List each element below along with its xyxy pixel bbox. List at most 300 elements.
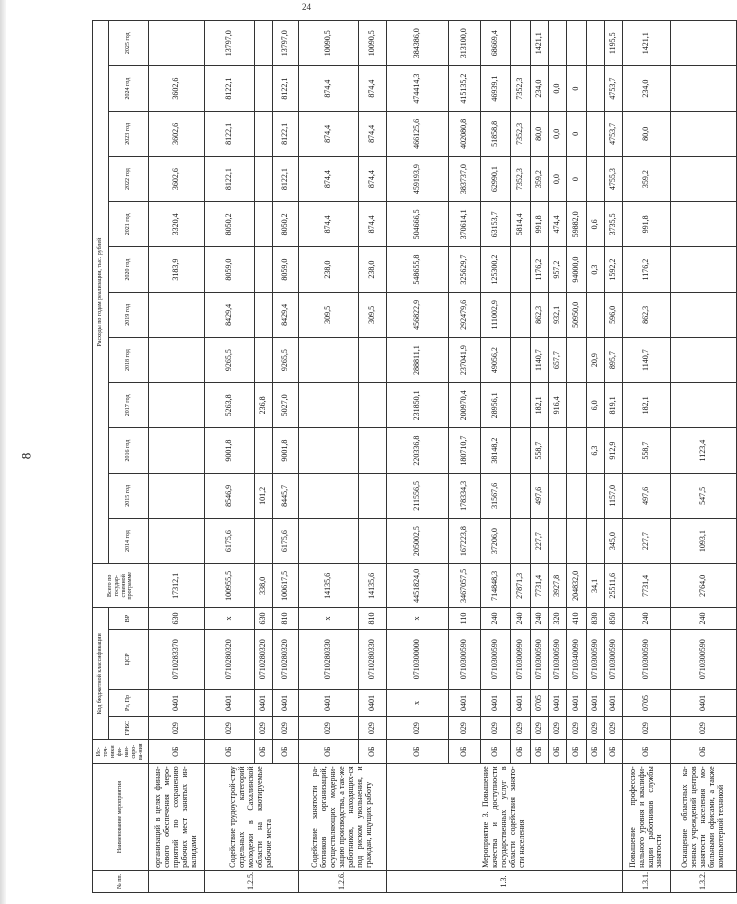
- year-value-cell: 8122,1: [205, 66, 255, 111]
- year-value-cell: 459193,9: [387, 156, 449, 201]
- year-value-cell: 8050,2: [205, 202, 255, 247]
- year-value-cell: [511, 247, 531, 292]
- year-value-cell: 309,5: [359, 292, 387, 337]
- table-row: [671, 21, 737, 893]
- year-value-cell: [511, 292, 531, 337]
- year-value-cell: 1176,2: [531, 247, 549, 292]
- item-number: 1.2.5.: [205, 870, 299, 892]
- item-number: 1.3.1.: [623, 870, 671, 892]
- grbs-cell: 029: [449, 717, 481, 740]
- year-value-cell: [587, 21, 605, 66]
- rzpr-cell: 0401: [299, 689, 359, 716]
- year-value-cell: 0,0: [549, 66, 567, 111]
- year-value-cell: [671, 337, 737, 382]
- year-value-cell: 309,5: [299, 292, 359, 337]
- year-value-cell: 220336,8: [387, 428, 449, 473]
- header-year: 2018 год: [109, 337, 149, 382]
- year-value-cell: 205002,5: [387, 518, 449, 563]
- year-value-cell: 227,7: [623, 518, 671, 563]
- csr-cell: 0710300590: [531, 629, 549, 689]
- year-value-cell: 8122,1: [273, 156, 299, 201]
- header-rzpr: Рз, Пр: [109, 689, 149, 716]
- csr-cell: 0710300590: [671, 629, 737, 689]
- total-cell: 100617,5: [273, 564, 299, 608]
- year-value-cell: 895,7: [605, 337, 623, 382]
- total-cell: 34,1: [587, 564, 605, 608]
- total-cell: 4451824,0: [387, 564, 449, 608]
- year-value-cell: [255, 247, 273, 292]
- source-cell: ОБ: [567, 740, 587, 764]
- year-value-cell: [567, 518, 587, 563]
- year-value-cell: 359,2: [531, 156, 549, 201]
- vr-cell: 110: [449, 608, 481, 629]
- year-value-cell: 456822,9: [387, 292, 449, 337]
- grbs-cell: 029: [359, 717, 387, 740]
- grbs-cell: 029: [623, 717, 671, 740]
- header-year: 2024 год: [109, 66, 149, 111]
- year-value-cell: 3602,6: [149, 111, 205, 156]
- year-value-cell: 8122,1: [205, 111, 255, 156]
- year-value-cell: [671, 21, 737, 66]
- year-value-cell: [359, 473, 387, 518]
- csr-cell: 0710340090: [567, 629, 587, 689]
- table-row: [299, 21, 359, 893]
- year-value-cell: [299, 383, 359, 428]
- csr-cell: 0710280320: [273, 629, 299, 689]
- rzpr-cell: 0401: [149, 689, 205, 716]
- header-year: 2022 год: [109, 156, 149, 201]
- year-value-cell: 0,3: [587, 247, 605, 292]
- year-value-cell: 80,0: [531, 111, 549, 156]
- csr-cell: 0710280320: [255, 629, 273, 689]
- header-num: № пп.: [93, 870, 149, 892]
- rzpr-cell: x: [387, 689, 449, 716]
- year-value-cell: 288811,1: [387, 337, 449, 382]
- year-value-cell: [255, 202, 273, 247]
- year-value-cell: 3320,4: [149, 202, 205, 247]
- year-value-cell: 8429,4: [273, 292, 299, 337]
- year-value-cell: 234,0: [623, 66, 671, 111]
- header-vr: ВР: [109, 608, 149, 629]
- year-value-cell: 8059,0: [205, 247, 255, 292]
- year-value-cell: 1140,7: [531, 337, 549, 382]
- table-row: [549, 21, 567, 893]
- table-row: [531, 21, 549, 893]
- year-value-cell: 0: [567, 156, 587, 201]
- year-value-cell: 68669,4: [481, 21, 511, 66]
- year-value-cell: 5027,0: [273, 383, 299, 428]
- source-cell: ОБ: [359, 740, 387, 764]
- total-cell: 14135,6: [299, 564, 359, 608]
- scan-edge: [0, 0, 6, 904]
- source-cell: ОБ: [587, 740, 605, 764]
- year-value-cell: 957,2: [549, 247, 567, 292]
- year-value-cell: [511, 428, 531, 473]
- csr-cell: 0710300990: [511, 629, 531, 689]
- header-year: 2014 год: [109, 518, 149, 563]
- year-value-cell: [567, 337, 587, 382]
- csr-cell: 0710280330: [299, 629, 359, 689]
- year-value-cell: 325629,7: [449, 247, 481, 292]
- total-cell: 7731,4: [623, 564, 671, 608]
- item-name: организаций в целях финан-сового обеспечения меро-приятий по сохранению рабочих мест занятых ин-валидами: [149, 764, 205, 871]
- grbs-cell: 029: [387, 717, 449, 740]
- year-value-cell: [255, 111, 273, 156]
- year-value-cell: [511, 518, 531, 563]
- total-cell: 14135,6: [359, 564, 387, 608]
- year-value-cell: 384386,0: [387, 21, 449, 66]
- grbs-cell: 029: [587, 717, 605, 740]
- page-mark: 24: [302, 2, 311, 12]
- year-value-cell: [567, 21, 587, 66]
- year-value-cell: 874,4: [299, 111, 359, 156]
- year-value-cell: [149, 518, 205, 563]
- year-value-cell: 1093,1: [671, 518, 737, 563]
- year-value-cell: [359, 337, 387, 382]
- year-value-cell: [549, 518, 567, 563]
- year-value-cell: 1140,7: [623, 337, 671, 382]
- year-value-cell: 0,6: [587, 202, 605, 247]
- table-row: [511, 21, 531, 893]
- vr-cell: 850: [605, 608, 623, 629]
- source-cell: ОБ: [255, 740, 273, 764]
- year-value-cell: [587, 473, 605, 518]
- year-value-cell: 1592,2: [605, 247, 623, 292]
- total-cell: 25511,6: [605, 564, 623, 608]
- year-value-cell: 4753,7: [605, 111, 623, 156]
- year-value-cell: 874,4: [359, 156, 387, 201]
- year-value-cell: [549, 473, 567, 518]
- year-value-cell: [299, 518, 359, 563]
- header-year: 2016 год: [109, 428, 149, 473]
- year-value-cell: 466125,6: [387, 111, 449, 156]
- grbs-cell: 029: [511, 717, 531, 740]
- year-value-cell: [299, 428, 359, 473]
- csr-cell: 0710300590: [549, 629, 567, 689]
- year-value-cell: 51858,8: [481, 111, 511, 156]
- header-year: 2019 год: [109, 292, 149, 337]
- year-value-cell: 1176,2: [623, 247, 671, 292]
- source-cell: ОБ: [449, 740, 481, 764]
- year-value-cell: [255, 518, 273, 563]
- item-number: 1.3.2.: [671, 870, 737, 892]
- year-value-cell: 94000,0: [567, 247, 587, 292]
- year-value-cell: [149, 473, 205, 518]
- grbs-cell: 029: [549, 717, 567, 740]
- item-number: 1.2.6.: [299, 870, 387, 892]
- year-value-cell: 237041,9: [449, 337, 481, 382]
- year-value-cell: [587, 292, 605, 337]
- table-row: [481, 21, 511, 893]
- header-year: 2023 год: [109, 111, 149, 156]
- year-value-cell: [299, 337, 359, 382]
- year-value-cell: 167223,8: [449, 518, 481, 563]
- year-value-cell: 236,8: [255, 383, 273, 428]
- year-value-cell: [255, 337, 273, 382]
- total-cell: 27871,3: [511, 564, 531, 608]
- year-value-cell: 497,6: [531, 473, 549, 518]
- year-value-cell: [255, 66, 273, 111]
- year-value-cell: 6,0: [587, 383, 605, 428]
- source-cell: ОБ: [605, 740, 623, 764]
- header-year: 2021 год: [109, 202, 149, 247]
- total-cell: 3467057,5: [449, 564, 481, 608]
- year-value-cell: 370614,1: [449, 202, 481, 247]
- year-value-cell: [587, 66, 605, 111]
- year-value-cell: 50950,0: [567, 292, 587, 337]
- source-cell: ОБ: [511, 740, 531, 764]
- grbs-cell: 029: [255, 717, 273, 740]
- year-value-cell: 227,7: [531, 518, 549, 563]
- header-grbs: ГРБС: [109, 717, 149, 740]
- table-row: [587, 21, 605, 893]
- budget-table: [92, 20, 737, 893]
- rzpr-cell: 0401: [671, 689, 737, 716]
- vr-cell: 240: [671, 608, 737, 629]
- vr-cell: 630: [149, 608, 205, 629]
- year-value-cell: 474414,3: [387, 66, 449, 111]
- year-value-cell: 359,2: [623, 156, 671, 201]
- year-value-cell: 504666,5: [387, 202, 449, 247]
- vr-cell: 830: [587, 608, 605, 629]
- year-value-cell: 6175,6: [273, 518, 299, 563]
- year-value-cell: 874,4: [299, 202, 359, 247]
- csr-cell: 0710300590: [623, 629, 671, 689]
- year-value-cell: 657,7: [549, 337, 567, 382]
- year-value-cell: 182,1: [623, 383, 671, 428]
- year-value-cell: 8122,1: [273, 111, 299, 156]
- year-value-cell: 8445,7: [273, 473, 299, 518]
- year-value-cell: [255, 292, 273, 337]
- rotated-page: [92, 20, 725, 893]
- source-cell: ОБ: [623, 740, 671, 764]
- vr-cell: 630: [255, 608, 273, 629]
- source-cell: ОБ: [387, 740, 449, 764]
- csr-cell: 0710300590: [605, 629, 623, 689]
- year-value-cell: 0: [567, 111, 587, 156]
- year-value-cell: [255, 21, 273, 66]
- total-cell: 3927,8: [549, 564, 567, 608]
- table-body: [149, 21, 737, 893]
- year-value-cell: 5814,4: [511, 202, 531, 247]
- csr-cell: 0710283370: [149, 629, 205, 689]
- total-cell: 17312,1: [149, 564, 205, 608]
- year-value-cell: 49056,2: [481, 337, 511, 382]
- year-value-cell: 862,3: [531, 292, 549, 337]
- grbs-cell: 029: [605, 717, 623, 740]
- year-value-cell: [587, 111, 605, 156]
- year-value-cell: 46939,1: [481, 66, 511, 111]
- source-cell: ОБ: [149, 740, 205, 764]
- year-value-cell: [587, 518, 605, 563]
- year-value-cell: 874,4: [359, 66, 387, 111]
- year-value-cell: [549, 428, 567, 473]
- year-value-cell: [149, 292, 205, 337]
- year-value-cell: 4755,3: [605, 156, 623, 201]
- year-value-cell: 9265,5: [205, 337, 255, 382]
- vr-cell: 240: [531, 608, 549, 629]
- year-value-cell: 0: [567, 66, 587, 111]
- rzpr-cell: 0401: [359, 689, 387, 716]
- year-value-cell: 558,7: [623, 428, 671, 473]
- total-cell: 2764,0: [671, 564, 737, 608]
- year-value-cell: 101,2: [255, 473, 273, 518]
- year-value-cell: [149, 337, 205, 382]
- year-value-cell: 8429,4: [205, 292, 255, 337]
- year-value-cell: 991,8: [623, 202, 671, 247]
- header-source: Ис-точ-ники фи-нан-сиро-ва-ния: [93, 740, 149, 764]
- source-cell: ОБ: [299, 740, 359, 764]
- year-value-cell: [671, 66, 737, 111]
- grbs-cell: 029: [299, 717, 359, 740]
- year-value-cell: 548655,8: [387, 247, 449, 292]
- year-value-cell: 345,0: [605, 518, 623, 563]
- year-value-cell: 474,4: [549, 202, 567, 247]
- vr-cell: 240: [511, 608, 531, 629]
- year-value-cell: 8059,0: [273, 247, 299, 292]
- header-year: 2017 год: [109, 383, 149, 428]
- table-wrapper: [92, 20, 725, 893]
- year-value-cell: 9001,8: [273, 428, 299, 473]
- total-cell: 338,0: [255, 564, 273, 608]
- year-value-cell: [671, 111, 737, 156]
- year-value-cell: [671, 202, 737, 247]
- vr-cell: 240: [623, 608, 671, 629]
- year-value-cell: 916,4: [549, 383, 567, 428]
- year-value-cell: 211556,5: [387, 473, 449, 518]
- year-value-cell: 125300,2: [481, 247, 511, 292]
- year-value-cell: 497,6: [623, 473, 671, 518]
- item-number: [149, 870, 205, 892]
- rzpr-cell: 0401: [273, 689, 299, 716]
- year-value-cell: 3735,5: [605, 202, 623, 247]
- year-value-cell: 558,7: [531, 428, 549, 473]
- table-row: [273, 21, 299, 893]
- year-value-cell: 862,3: [623, 292, 671, 337]
- rzpr-cell: 0401: [481, 689, 511, 716]
- year-value-cell: 1421,1: [531, 21, 549, 66]
- year-value-cell: 8122,1: [273, 66, 299, 111]
- year-value-cell: 3602,6: [149, 66, 205, 111]
- year-value-cell: 1123,4: [671, 428, 737, 473]
- year-value-cell: 178334,3: [449, 473, 481, 518]
- source-cell: ОБ: [671, 740, 737, 764]
- grbs-cell: 029: [205, 717, 255, 740]
- year-value-cell: [255, 156, 273, 201]
- csr-cell: 0710280330: [359, 629, 387, 689]
- year-value-cell: 402080,8: [449, 111, 481, 156]
- header-total: Всего по государ-ственной программе: [93, 564, 149, 608]
- csr-cell: 0710300590: [449, 629, 481, 689]
- item-name: Мероприятие 3. Повышение качества и доступности государственных услуг в области содействия занято-сти населения: [387, 764, 623, 871]
- source-cell: ОБ: [205, 740, 255, 764]
- rzpr-cell: 0401: [605, 689, 623, 716]
- year-value-cell: 8122,1: [205, 156, 255, 201]
- year-value-cell: [671, 292, 737, 337]
- rzpr-cell: 0401: [449, 689, 481, 716]
- year-value-cell: 8050,2: [273, 202, 299, 247]
- year-value-cell: 10090,5: [359, 21, 387, 66]
- grbs-cell: 029: [273, 717, 299, 740]
- header-code-group: Код бюджетной классификации: [93, 608, 109, 740]
- table-row: [605, 21, 623, 893]
- year-value-cell: 991,8: [531, 202, 549, 247]
- year-value-cell: [255, 428, 273, 473]
- table-row: [449, 21, 481, 893]
- total-cell: 100955,5: [205, 564, 255, 608]
- year-value-cell: [359, 428, 387, 473]
- source-cell: ОБ: [531, 740, 549, 764]
- year-value-cell: 596,0: [605, 292, 623, 337]
- year-value-cell: 932,1: [549, 292, 567, 337]
- rzpr-cell: 0401: [205, 689, 255, 716]
- year-value-cell: 547,5: [671, 473, 737, 518]
- year-value-cell: [587, 156, 605, 201]
- year-value-cell: [359, 383, 387, 428]
- year-value-cell: 38148,2: [481, 428, 511, 473]
- year-value-cell: [149, 428, 205, 473]
- year-value-cell: 111002,9: [481, 292, 511, 337]
- year-value-cell: 28956,1: [481, 383, 511, 428]
- grbs-cell: 029: [531, 717, 549, 740]
- grbs-cell: 029: [567, 717, 587, 740]
- year-value-cell: [511, 383, 531, 428]
- total-cell: 7731,4: [531, 564, 549, 608]
- year-value-cell: 292479,6: [449, 292, 481, 337]
- year-value-cell: 7352,3: [511, 66, 531, 111]
- year-value-cell: 180710,7: [449, 428, 481, 473]
- year-value-cell: [567, 383, 587, 428]
- year-value-cell: 238,0: [359, 247, 387, 292]
- year-value-cell: 8546,9: [205, 473, 255, 518]
- rzpr-cell: 0401: [587, 689, 605, 716]
- item-name: Повышение профессио-нального уровня и квалифи-кации работников службы занятости: [623, 764, 671, 871]
- year-value-cell: [567, 428, 587, 473]
- table-row: [567, 21, 587, 893]
- year-value-cell: 0,0: [549, 156, 567, 201]
- year-value-cell: 874,4: [359, 202, 387, 247]
- year-value-cell: 5263,8: [205, 383, 255, 428]
- year-value-cell: 819,1: [605, 383, 623, 428]
- year-value-cell: 383737,0: [449, 156, 481, 201]
- total-cell: 204832,0: [567, 564, 587, 608]
- table-row: [255, 21, 273, 893]
- header-year: 2025 год: [109, 21, 149, 66]
- year-value-cell: 3183,9: [149, 247, 205, 292]
- year-value-cell: [149, 21, 205, 66]
- year-value-cell: 234,0: [531, 66, 549, 111]
- header-year: 2020 год: [109, 247, 149, 292]
- vr-cell: x: [299, 608, 359, 629]
- table-row: [205, 21, 255, 893]
- rzpr-cell: 0401: [567, 689, 587, 716]
- table-row: [387, 21, 449, 893]
- csr-cell: 0710300000: [387, 629, 449, 689]
- header-name: Наименование мероприятия: [93, 764, 149, 871]
- total-cell: 714848,3: [481, 564, 511, 608]
- year-value-cell: 59882,0: [567, 202, 587, 247]
- year-value-cell: 6175,6: [205, 518, 255, 563]
- year-value-cell: 63153,7: [481, 202, 511, 247]
- year-value-cell: 874,4: [299, 156, 359, 201]
- year-value-cell: [299, 473, 359, 518]
- year-value-cell: 874,4: [299, 66, 359, 111]
- item-name: Содействие трудоустрой-ству отдельных категорий молодежи в Сахалинской области на квотируемые рабочие места: [205, 764, 299, 871]
- year-value-cell: 0,0: [549, 111, 567, 156]
- year-value-cell: 31567,6: [481, 473, 511, 518]
- year-value-cell: 3602,6: [149, 156, 205, 201]
- year-value-cell: 874,4: [359, 111, 387, 156]
